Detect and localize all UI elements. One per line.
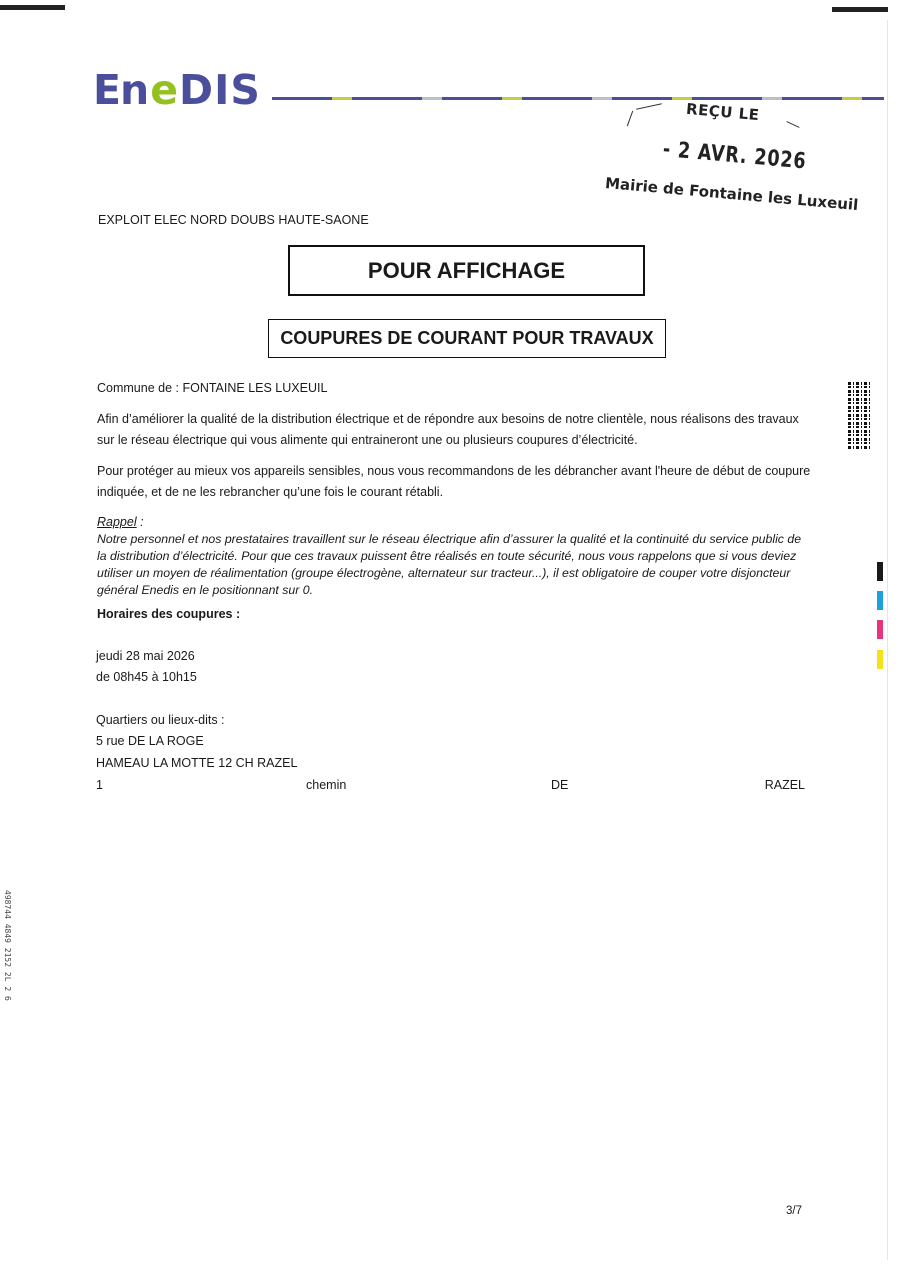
stamp-date: - 2 AVR. 2026 xyxy=(661,137,808,175)
location-word: DE xyxy=(551,778,569,792)
side-reference-code: 498744 4849 2152 2L 2 6 xyxy=(3,890,12,1001)
location-line: 5 rue DE LA ROGE xyxy=(96,734,204,748)
organization: EXPLOIT ELEC NORD DOUBS HAUTE-SAONE xyxy=(98,213,369,227)
rappel-heading xyxy=(97,513,144,531)
enedis-logo: EneDIS xyxy=(93,66,261,114)
title-coupures: COUPURES DE COURANT POUR TRAVAUX xyxy=(268,319,666,358)
schedule-heading: Horaires des coupures : xyxy=(97,607,241,621)
stamp-corner-mark xyxy=(636,103,662,109)
registration-mark-magenta xyxy=(877,620,883,639)
locations-heading: Quartiers ou lieux-dits : xyxy=(96,713,225,727)
rappel-label: Rappel xyxy=(97,515,137,529)
stamp-mairie: Mairie de Fontaine les Luxeuil xyxy=(604,174,859,215)
stamp-corner-mark xyxy=(786,121,799,128)
registration-mark-yellow xyxy=(877,650,883,669)
scan-mark-right xyxy=(832,7,888,12)
registration-mark-black xyxy=(877,562,883,581)
commune: Commune de : FONTAINE LES LUXEUIL xyxy=(97,381,328,395)
schedule-time: de 08h45 à 10h15 xyxy=(96,670,197,684)
rappel-suffix: : xyxy=(136,515,144,529)
paragraph-intro: Afin d’améliorer la qualité de la distribution électrique et de répondre aux besoins de notre clientèle, nous réalisons des travaux sur le réseau électrique qui vous alimente qui entraineront une ou plusieurs coupures d’électricité. xyxy=(97,412,799,447)
title-affichage: POUR AFFICHAGE xyxy=(288,245,645,296)
schedule-date: jeudi 28 mai 2026 xyxy=(96,649,195,663)
stamp-received: REÇU LE xyxy=(685,99,761,125)
scan-mark-left xyxy=(0,5,65,10)
header-rule xyxy=(272,97,884,100)
location-word: 1 xyxy=(96,778,103,792)
datamatrix-code xyxy=(848,380,871,449)
paragraph-advice: Pour protéger au mieux vos appareils sensibles, nous vous recommandons de les débrancher avant l'heure de début de coupure indiquée, et de ne les rebrancher qu’une fois le courant rétabli. xyxy=(97,464,811,499)
page-number: 3/7 xyxy=(786,1205,802,1217)
location-line: HAMEAU LA MOTTE 12 CH RAZEL xyxy=(96,756,298,770)
location-word: chemin xyxy=(306,778,347,792)
stamp-corner-mark xyxy=(627,111,633,126)
rappel-text: Notre personnel et nos prestataires travaillent sur le réseau électrique afin d’assurer la qualité et la continuité du service public de la distribution d’électricité. Pour que ces travaux puissent être réalisés en toute sécurité, nous vous rappelons que si vous deviez utiliser un moyen de réalimentation (groupe électrogène, alternateur sur tracteur...), il est obligatoire de couper votre disjoncteur général Enedis en le positionnant sur 0. xyxy=(97,532,802,597)
page-edge-line xyxy=(887,20,888,1260)
location-word: RAZEL xyxy=(764,778,805,792)
registration-mark-cyan xyxy=(877,591,883,610)
